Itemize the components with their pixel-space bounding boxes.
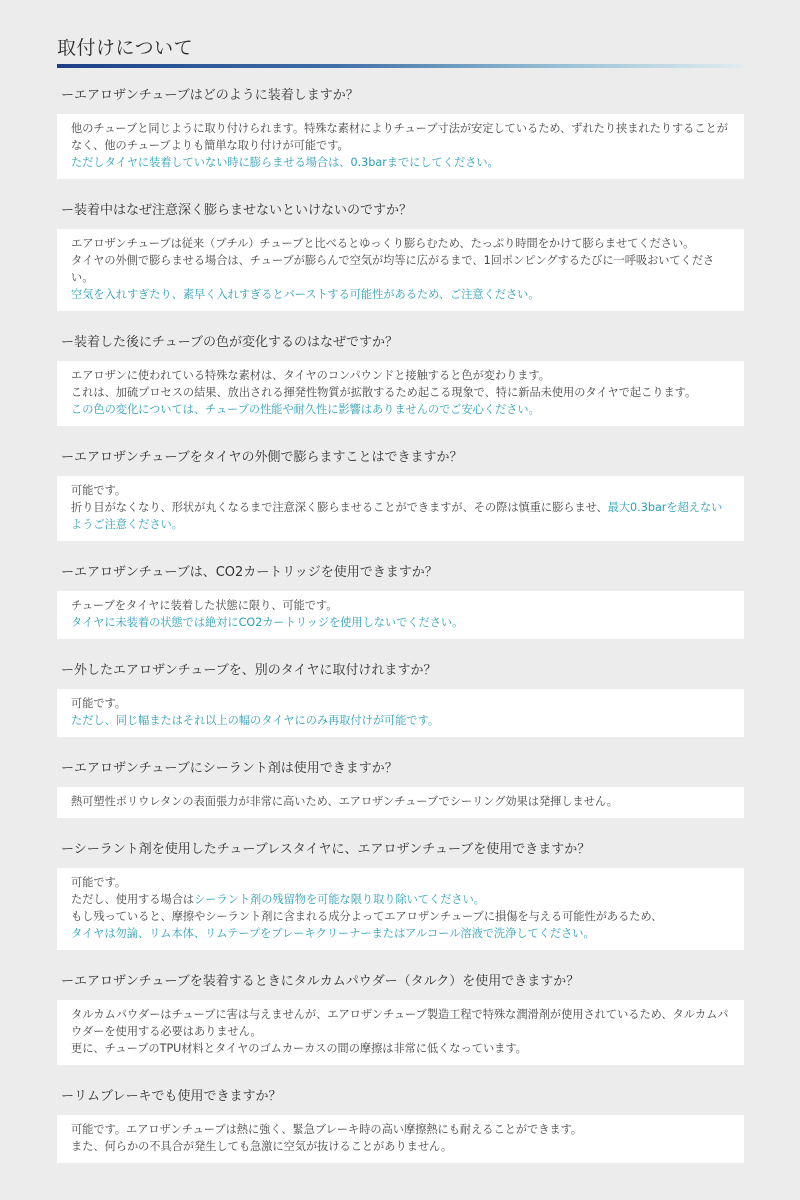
faq-question: ーエアロザンチューブを装着するときにタルカムパウダー（タルク）を使用できますか？ — [61, 974, 580, 989]
title-underline — [57, 64, 744, 68]
answer-text: 更に、チューブのTPU材料とタイヤのゴムカーカスの間の摩擦は非常に低くなっています。 — [71, 1042, 527, 1055]
highlighted-note: ただし、同じ幅またはそれ以上の幅のタイヤにのみ再取付けが可能です。 — [71, 714, 440, 727]
faq-answer — [57, 591, 744, 639]
faq-list — [57, 86, 744, 1185]
highlighted-note: 空気を入れすぎたり、素早く入れすぎるとバーストする可能性があるため、ご注意ください。 — [71, 288, 540, 301]
answer-paragraph — [71, 1006, 732, 1040]
faq-question: ーエアロザンチューブにシーラント剤は使用できますか？ — [61, 761, 398, 776]
page-title: 取付けについて — [57, 37, 194, 59]
answer-text: エアロザンに使われている特殊な素材は、タイヤのコンパウンドと接触すると色が変わります。 — [71, 369, 550, 382]
highlighted-note: ただしタイヤに装着していない時に膨らませる場合は、0.3barまでにしてください。 — [71, 156, 499, 169]
faq-answer — [57, 1000, 744, 1065]
answer-text: 可能です。 — [71, 876, 127, 889]
answer-paragraph — [71, 793, 732, 810]
answer-paragraph — [71, 252, 732, 286]
answer-paragraph — [71, 235, 732, 252]
faq-question: ーエアロザンチューブは、CO2カートリッジを使用できますか？ — [61, 565, 438, 580]
faq-answer — [57, 689, 744, 737]
highlighted-note: シーラント剤の残留物を可能な限り取り除いてください。 — [194, 893, 485, 906]
answer-text: 可能です。 — [71, 484, 127, 497]
faq-answer — [57, 476, 744, 541]
answer-text: 他のチューブと同じように取り付けられます。特殊な素材によりチューブ寸法が安定しているため、ずれたり挟まれたりすることがなく、他のチューブよりも簡単な取り付けが可能です。 — [71, 122, 728, 152]
faq-question: ー装着した後にチューブの色が変化するのはなぜですか？ — [61, 335, 398, 350]
highlighted-note: 最大0.3barを超えないようご注意ください。 — [71, 501, 723, 531]
answer-text: タイヤの外側で膨らませる場合は、チューブが膨らんで空気が均等に広がるまで、1回ポンピングするたびに一呼吸おいてください。 — [71, 254, 715, 284]
faq-question: ーエアロザンチューブはどのように装着しますか？ — [61, 88, 359, 103]
answer-paragraph — [71, 1121, 732, 1138]
answer-text: チューブをタイヤに装着した状態に限り、可能です。 — [71, 599, 338, 612]
answer-text: もし残っていると、摩擦やシーラント剤に含まれる成分よってエアロザンチューブに損傷を与える可能性があるため、 — [71, 910, 663, 923]
answer-paragraph — [71, 925, 732, 942]
faq-answer — [57, 114, 744, 179]
answer-paragraph — [71, 499, 732, 533]
answer-text: 可能です。エアロザンチューブは熱に強く、緊急ブレーキ時の高い摩擦熱にも耐えることができます。 — [71, 1123, 583, 1136]
answer-paragraph — [71, 286, 732, 303]
faq-question: ー外したエアロザンチューブを、別のタイヤに取付けれますか？ — [61, 663, 437, 678]
answer-paragraph — [71, 597, 732, 614]
faq-answer — [57, 868, 744, 950]
highlighted-note: タイヤに未装着の状態では絶対にCO2カートリッジを使用しないでください。 — [71, 616, 464, 629]
answer-text: エアロザンチューブは従来（ブチル）チューブと比べるとゆっくり膨らむため、たっぷり時間をかけて膨らませてください。 — [71, 237, 695, 250]
answer-paragraph — [71, 712, 732, 729]
faq-question: ーシーラント剤を使用したチューブレスタイヤに、エアロザンチューブを使用できますか？ — [61, 842, 591, 857]
faq-answer — [57, 361, 744, 426]
answer-text: 折り目がなくなり、形状が丸くなるまで注意深く膨らませることができますが、その際は慎重に膨らませ、 — [71, 501, 608, 514]
answer-paragraph — [71, 120, 732, 154]
answer-paragraph — [71, 614, 732, 631]
answer-text: 可能です。 — [71, 697, 127, 710]
answer-paragraph — [71, 891, 732, 908]
answer-paragraph — [71, 908, 732, 925]
answer-paragraph — [71, 384, 732, 401]
answer-paragraph — [71, 1138, 732, 1155]
faq-question: ー装着中はなぜ注意深く膨らませないといけないのですか？ — [61, 203, 413, 218]
answer-paragraph — [71, 874, 732, 891]
answer-text: タルカムパウダーはチューブに害は与えませんが、エアロザンチューブ製造工程で特殊な潤滑剤が使用されているため、タルカムパウダーを使用する必要はありません。 — [71, 1008, 729, 1038]
answer-paragraph — [71, 401, 732, 418]
answer-text: ただし、使用する場合は — [71, 893, 195, 906]
faq-question: ーリムブレーキでも使用できますか？ — [61, 1089, 282, 1104]
highlighted-note: タイヤは勿論、リム本体、リムテープをブレーキクリーナーまたはアルコール溶液で洗浄してください。 — [71, 927, 595, 940]
answer-paragraph — [71, 482, 732, 499]
answer-paragraph — [71, 367, 732, 384]
faq-answer — [57, 787, 744, 818]
highlighted-note: この色の変化については、チューブの性能や耐久性に影響はありませんのでご安心ください。 — [71, 403, 540, 416]
answer-paragraph — [71, 1040, 732, 1057]
answer-text: また、何らかの不具合が発生しても急激に空気が抜けることがありません。 — [71, 1140, 453, 1153]
answer-text: 熱可塑性ポリウレタンの表面張力が非常に高いため、エアロザンチューブでシーリング効果は発揮しません。 — [71, 795, 618, 808]
faq-answer — [57, 1115, 744, 1163]
answer-paragraph — [71, 695, 732, 712]
faq-question: ーエアロザンチューブをタイヤの外側で膨らますことはできますか？ — [61, 450, 463, 465]
answer-text: これは、加硫プロセスの結果、放出される揮発性物質が拡散するため起こる現象で、特に新品未使用のタイヤで起こります。 — [71, 386, 697, 399]
answer-paragraph — [71, 154, 732, 171]
faq-answer — [57, 229, 744, 311]
